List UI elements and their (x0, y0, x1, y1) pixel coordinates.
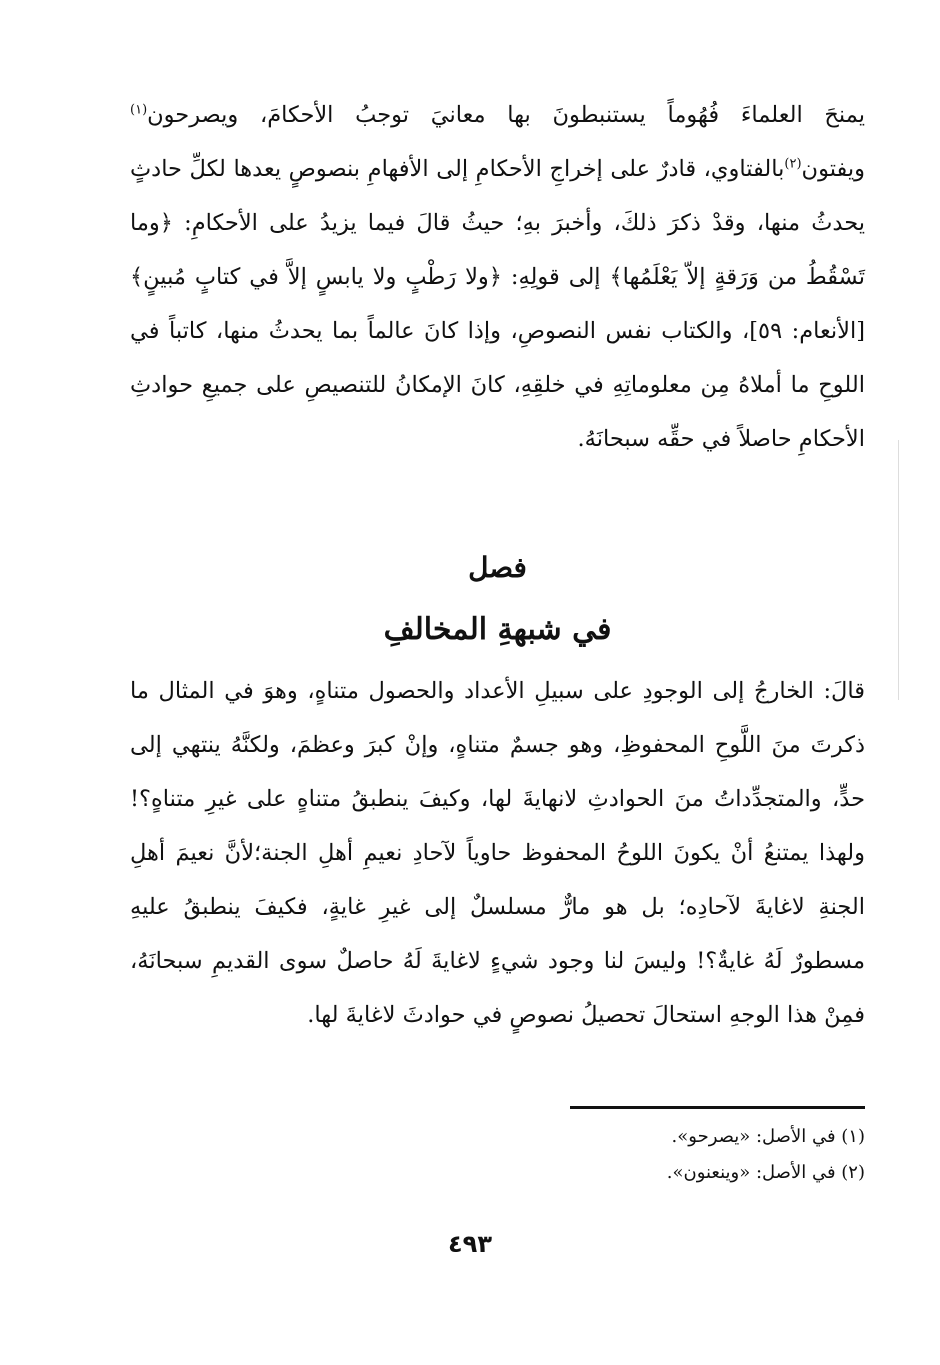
paragraph-1-text-c: بالفتاوي، قادرٌ على إخراجِ الأحكامِ إلى الأفهامِ بنصوصٍ يعدها لكلِّ حادثٍ يحدثُ منها، وقدْ ذكرَ ذلكَ، وأخبرَ بهِ؛ حيثُ قالَ فيما يزيدُ على الأحكامِ: ﴿وما تَسْقُطُ من وَرَقةٍ إلاّ يَعْلَمُها﴾ إلى قولِهِ: ﴿ولا رَطْبٍ ولا يابسٍ إلاَّ في كتابٍ مُبينٍ﴾ [الأنعام: ٥٩]، والكتاب نفس النصوصِ، وإذا كانَ عالماً بما يحدثُ منها، كاتباً في اللوحِ ما أملاهُ مِن معلوماتِهِ في خلقِهِ، كانَ الإمكانُ للتنصيصِ على جميعِ حوادثِ الأحكامِ حاصلاً في حقِّه سبحانَهُ. (130, 156, 865, 452)
section-heading: فصل (468, 551, 527, 584)
page-number: ٤٩٣ (448, 1230, 492, 1258)
footnote-ref-2[interactable]: (٢) (784, 156, 802, 172)
footnote-2: (٢) في الأصل: «وينعنون». (666, 1162, 865, 1183)
footnotes (130, 1119, 865, 1191)
paragraph-1-text-b: ويفتون (801, 156, 865, 182)
footnote-divider (570, 1106, 865, 1109)
body-paragraph-2: قالَ: الخارجُ إلى الوجودِ على سبيلِ الأعداد والحصول متناهٍ، وهوَ في المثال ما ذكرتَ منَ اللَّوحِ المحفوظِ، وهو جسمٌ متناهٍ، وإنْ كبرَ وعظمَ، ولكنَّهُ ينتهي إلى حدٍّ، والمتجدِّداتُ منَ الحوادثِ لانهايةَ لها، وكيفَ ينطبقُ متناهٍ على غيرِ متناهٍ؟! ولهذا يمتنعُ أنْ يكونَ اللوحُ المحفوظ حاوياً لآحادِ نعيمِ أهلِ الجنة؛لأنَّ نعيمَ أهلِ الجنةِ لاغايةَ لآحادِه؛ بل هو مارٌّ مسلسلٌ إلى غيرِ غايةٍ، فكيفَ ينطبقُ عليهِ مسطورٌ لَهُ غايةٌ؟! وليسَ لنا وجود شيءٍ لاغايةَ لَهُ حاصلٌ سوى القديمِ سبحانَهُ، فمِنْ هذا الوجهِ استحالَ تحصيلُ نصوصٍ في حوادثَ لاغايةَ لها. (130, 678, 865, 1028)
book-page (130, 88, 865, 1288)
margin-line (898, 440, 899, 700)
footnote-1: (١) في الأصل: «يصرحو». (671, 1126, 865, 1147)
body-paragraph-1 (130, 88, 865, 520)
section-subheading: في شبهةِ المخالفِ (383, 612, 612, 647)
paragraph-1-text-a: يمنحَ العلماءَ فُهُوماً يستنبطونَ بها معانيَ توجبُ الأحكامَ، ويصرحون (147, 102, 865, 128)
footnote-ref-1[interactable]: (١) (130, 102, 148, 118)
